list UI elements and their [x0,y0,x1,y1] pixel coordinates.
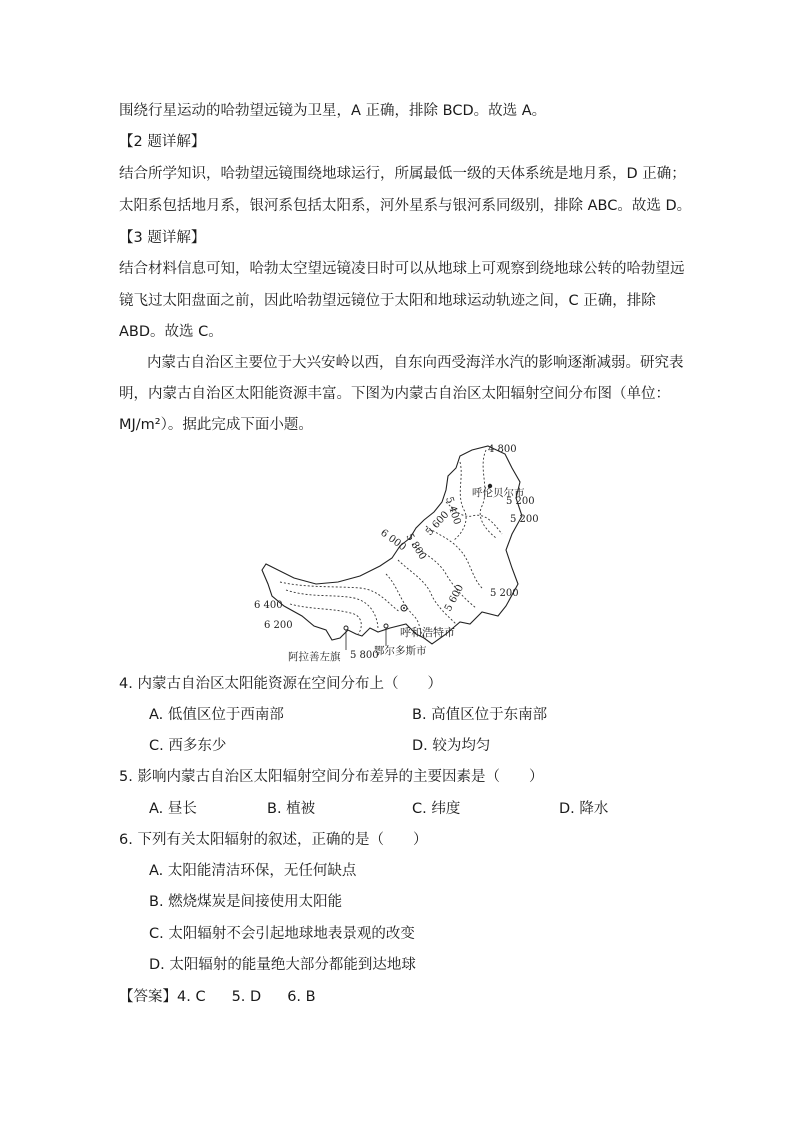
option-d: D. 较为均匀 [412,738,491,754]
paragraph-line: 围绕行星运动的哈勃望远镜为卫星，A 正确，排除 BCD。故选 A。 [119,103,547,119]
question-stem-4: 4. 内蒙古自治区太阳能资源在空间分布上（ ） [119,676,442,692]
solar-radiation-map [250,438,540,668]
option-b: B. 植被 [267,801,316,817]
option-c: C. 西多东少 [149,738,227,754]
contour-label: 5 600 [442,582,467,614]
paragraph-line: 结合所学知识，哈勃望远镜围绕地球运行，所属最低一级的天体系统是地月系，D 正确； [119,166,686,182]
section-heading-q3: 【3 题详解】 [119,230,206,246]
contour-label: 5 200 [506,496,535,507]
question-stem-5: 5. 影响内蒙古自治区太阳辐射空间分布差异的主要因素是（ ） [119,769,544,785]
contour-label: 5 200 [490,588,519,599]
answer-line [119,987,316,1007]
city-label: 阿拉善左旗 [288,651,341,663]
contour-label: 5 400 [443,495,463,527]
answer-label: 【答案】 [119,989,177,1005]
option-d: D. 降水 [559,801,609,817]
city-label: 呼和浩特市 [400,626,455,639]
option-a: A. 太阳能清洁环保，无任何缺点 [149,863,357,879]
option-b: B. 高值区位于东南部 [412,707,548,723]
option-a: A. 低值区位于西南部 [149,707,284,723]
option-c: C. 纬度 [412,801,461,817]
city-marker [403,607,405,609]
option-b: B. 燃烧煤炭是间接使用太阳能 [149,894,343,910]
paragraph-line: ABD。故选 C。 [119,324,223,340]
option-d: D. 太阳辐射的能量绝大部分都能到达地球 [149,957,416,973]
contour-label: 5 800 [403,531,428,562]
city-marker [344,626,348,630]
contour-label: 6 000 [378,527,408,554]
contour-label: 5 600 [424,509,452,539]
answer-4: 4. C [177,989,206,1005]
material-line: MJ/m²）。据此完成下面小题。 [119,417,313,433]
material-line: 内蒙古自治区主要位于大兴安岭以西，自东向西受海洋水汽的影响逐渐减弱。研究表 [147,355,684,371]
option-a: A. 昼长 [149,801,197,817]
contour-label: 5 800 [350,650,379,661]
city-label: 鄂尔多斯市 [374,645,427,657]
section-heading-q2: 【2 题详解】 [119,134,206,150]
contour-label: 4 800 [488,444,517,455]
paragraph-line: 结合材料信息可知，哈勃太空望远镜凌日时可以从地球上可观察到绕地球公转的哈勃望远 [119,261,685,277]
paragraph-line: 太阳系包括地月系，银河系包括太阳系，河外星系与银河系同级别，排除 ABC。故选 D。 [119,198,692,214]
contour-label: 5 200 [510,514,539,525]
material-line: 明，内蒙古自治区太阳能资源丰富。下图为内蒙古自治区太阳辐射空间分布图（单位： [119,386,670,402]
answer-5: 5. D [231,989,262,1005]
city-marker [384,624,388,628]
city-label: 呼伦贝尔市 [472,487,525,499]
contour-label: 6 200 [264,620,293,631]
map-svg [250,438,540,668]
answer-6: 6. B [287,989,316,1005]
question-stem-6: 6. 下列有关太阳辐射的叙述，正确的是（ ） [119,832,428,848]
contour-label: 6 400 [254,600,283,611]
paragraph-line: 镜飞过太阳盘面之前，因此哈勃望远镜位于太阳和地球运动轨迹之间，C 正确，排除 [119,293,656,309]
option-c: C. 太阳辐射不会引起地球地表景观的改变 [149,926,415,942]
